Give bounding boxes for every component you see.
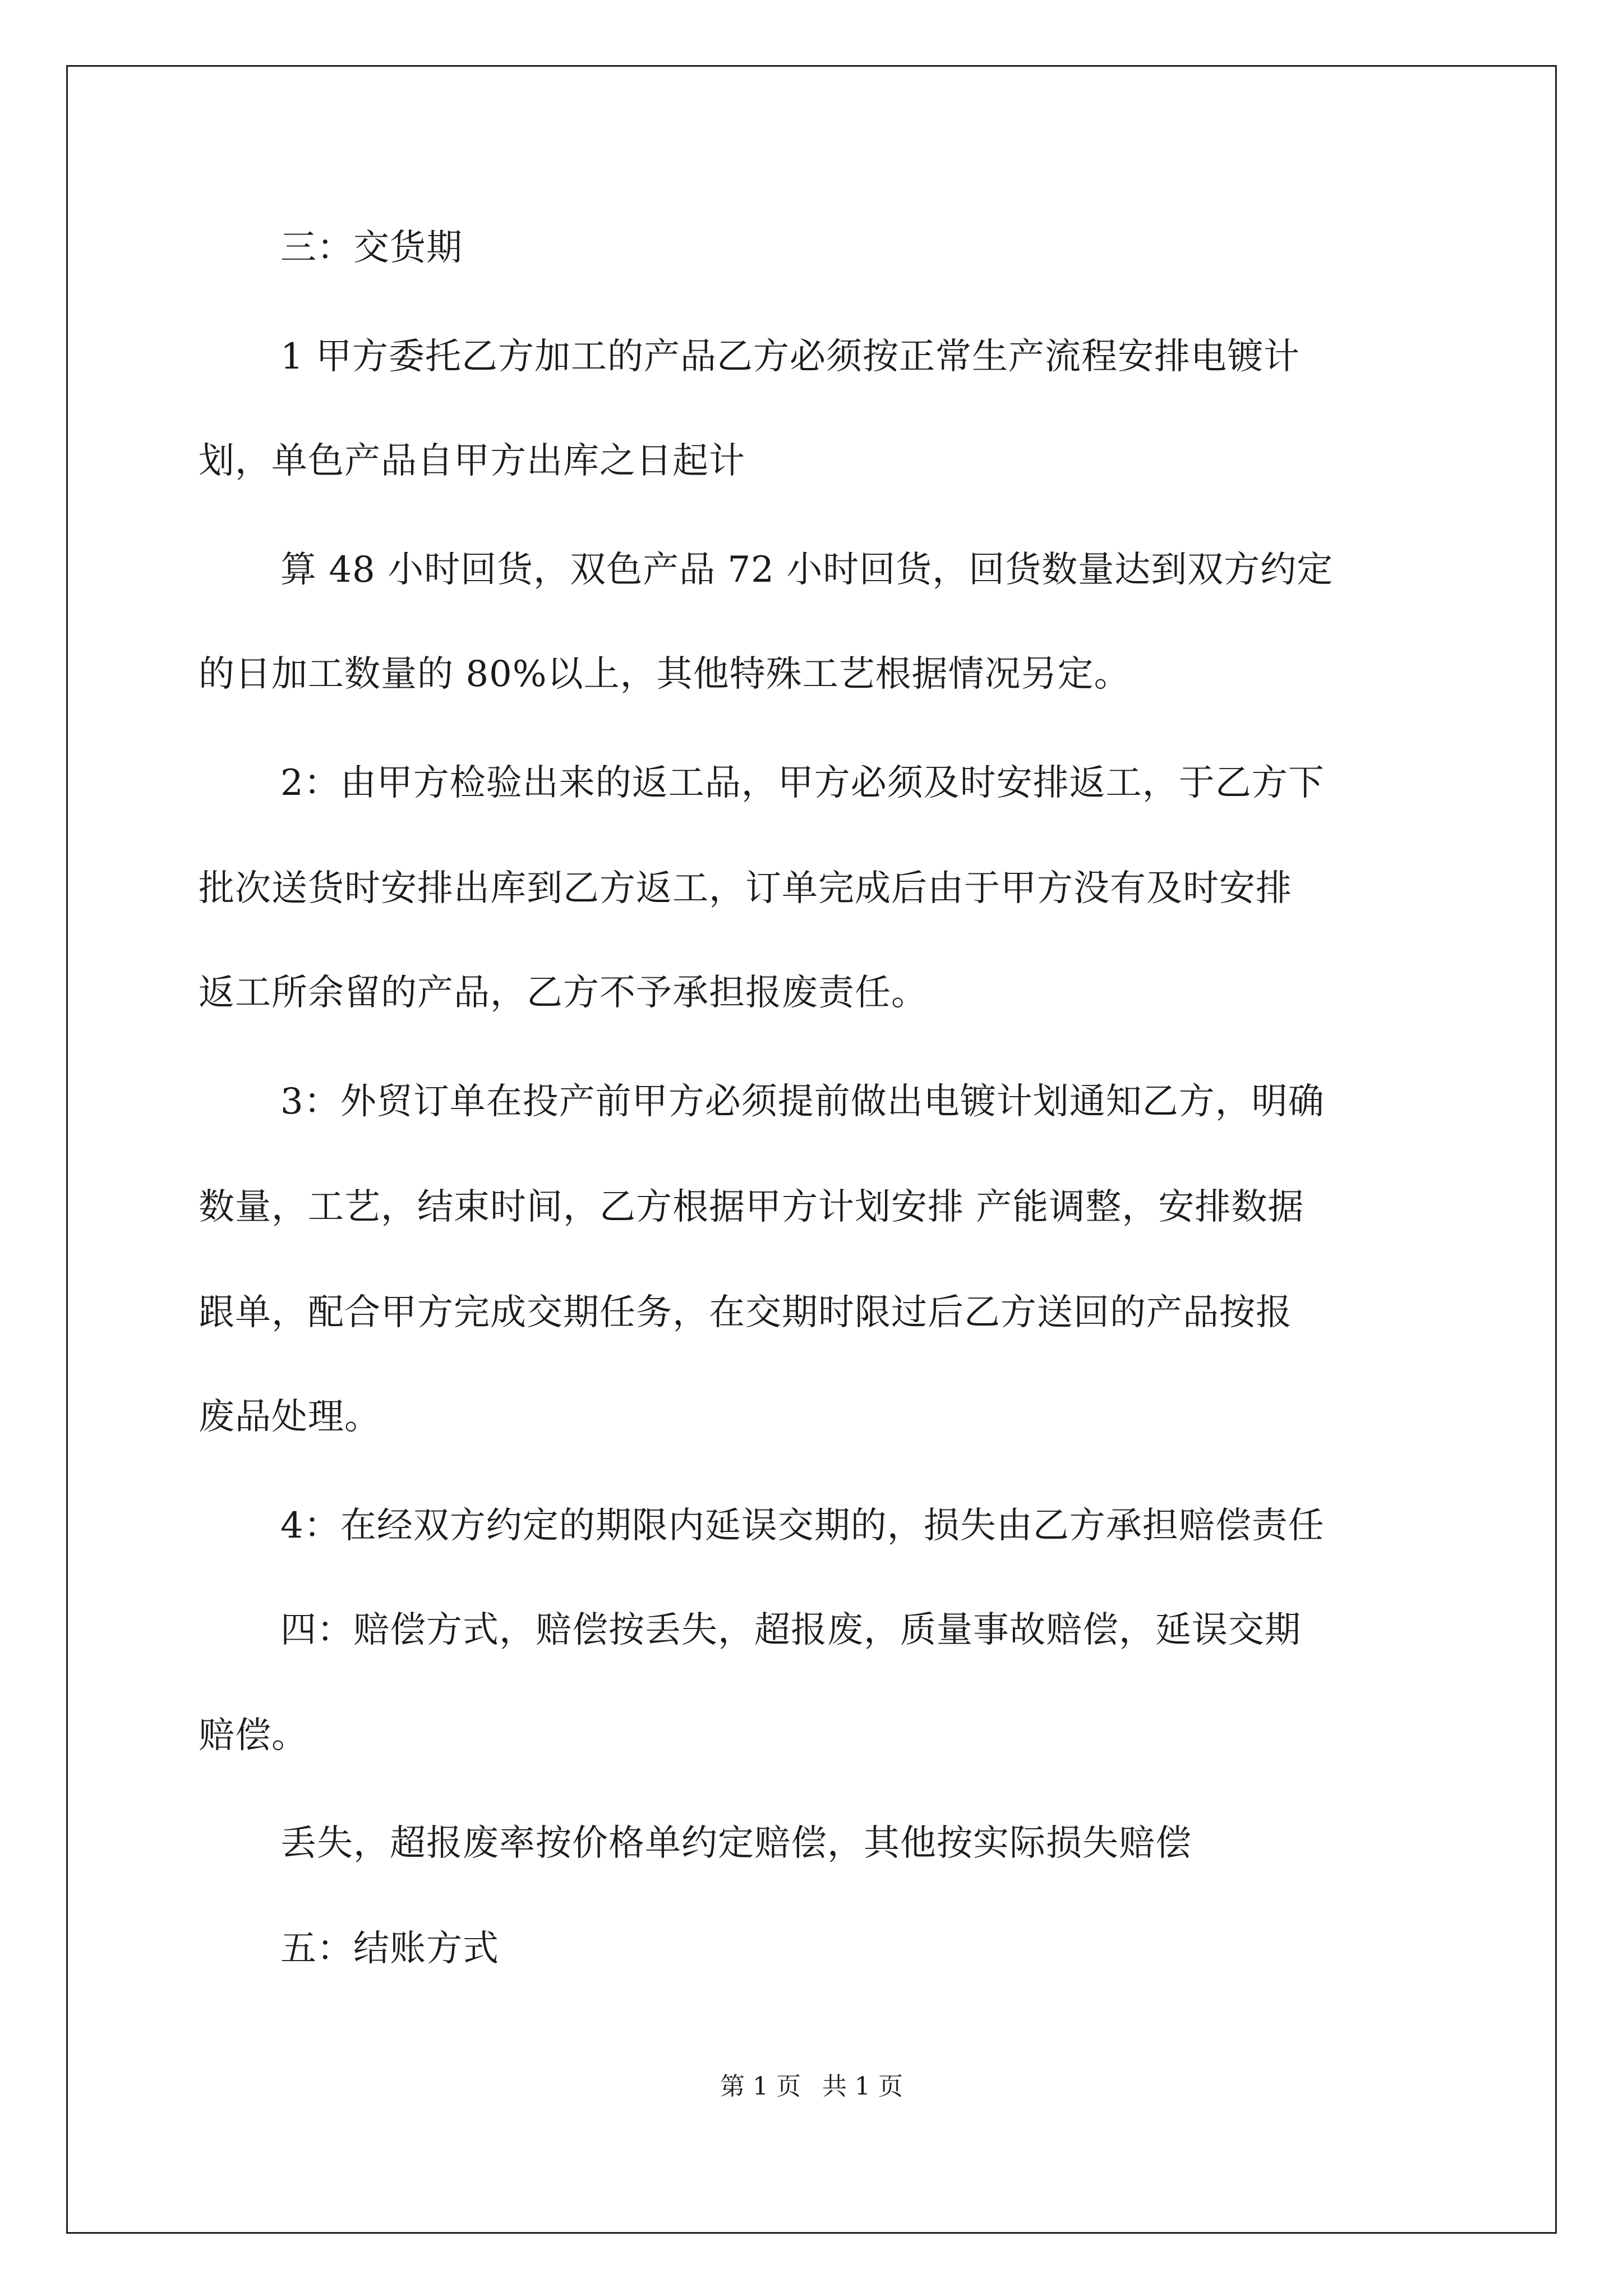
page-number: 第 1 页: [720, 2072, 801, 2101]
paragraph-line: 废品处理。: [199, 1396, 381, 1438]
section-heading-delivery: 三：交货期: [280, 227, 463, 269]
section-heading-compensation: 四：赔偿方式，赔偿按丢失，超报废，质量事故赔偿，延误交期: [280, 1609, 1301, 1651]
paragraph-line: 3：外贸订单在投产前甲方必须提前做出电镀计划通知乙方，明确: [280, 1081, 1325, 1122]
section-heading-settlement: 五：结账方式: [280, 1928, 499, 1970]
paragraph-line: 划，单色产品自甲方出库之日起计: [199, 440, 745, 482]
paragraph-line: 数量，工艺，结束时间，乙方根据甲方计划安排 产能调整，安排数据: [199, 1186, 1304, 1228]
paragraph-line: 2：由甲方检验出来的返工品，甲方必须及时安排返工，于乙方下: [280, 762, 1325, 804]
paragraph-line: 返工所余留的产品，乙方不予承担报废责任。: [199, 972, 928, 1014]
paragraph-line: 的日加工数量的 80%以上，其他特殊工艺根据情况另定。: [199, 654, 1131, 695]
paragraph-line: 丢失，超报废率按价格单约定赔偿，其他按实际损失赔偿: [280, 1823, 1192, 1864]
page-total: 共 1 页: [822, 2072, 903, 2101]
paragraph-line: 批次送货时安排出库到乙方返工，订单完成后由于甲方没有及时安排: [199, 868, 1292, 909]
paragraph-line: 赔偿。: [199, 1715, 308, 1756]
page-footer: [0, 2070, 1623, 2104]
paragraph-line: 1 甲方委托乙方加工的产品乙方必须按正常生产流程安排电镀计: [280, 336, 1301, 378]
paragraph-line: 跟单，配合甲方完成交期任务，在交期时限过后乙方送回的产品按报: [199, 1292, 1292, 1333]
paragraph-line: 算 48 小时回货，双色产品 72 小时回货，回货数量达到双方约定: [280, 549, 1334, 591]
page-border: [66, 65, 1557, 2234]
paragraph-line: 4：在经双方约定的期限内延误交期的，损失由乙方承担赔偿责任: [280, 1505, 1325, 1547]
